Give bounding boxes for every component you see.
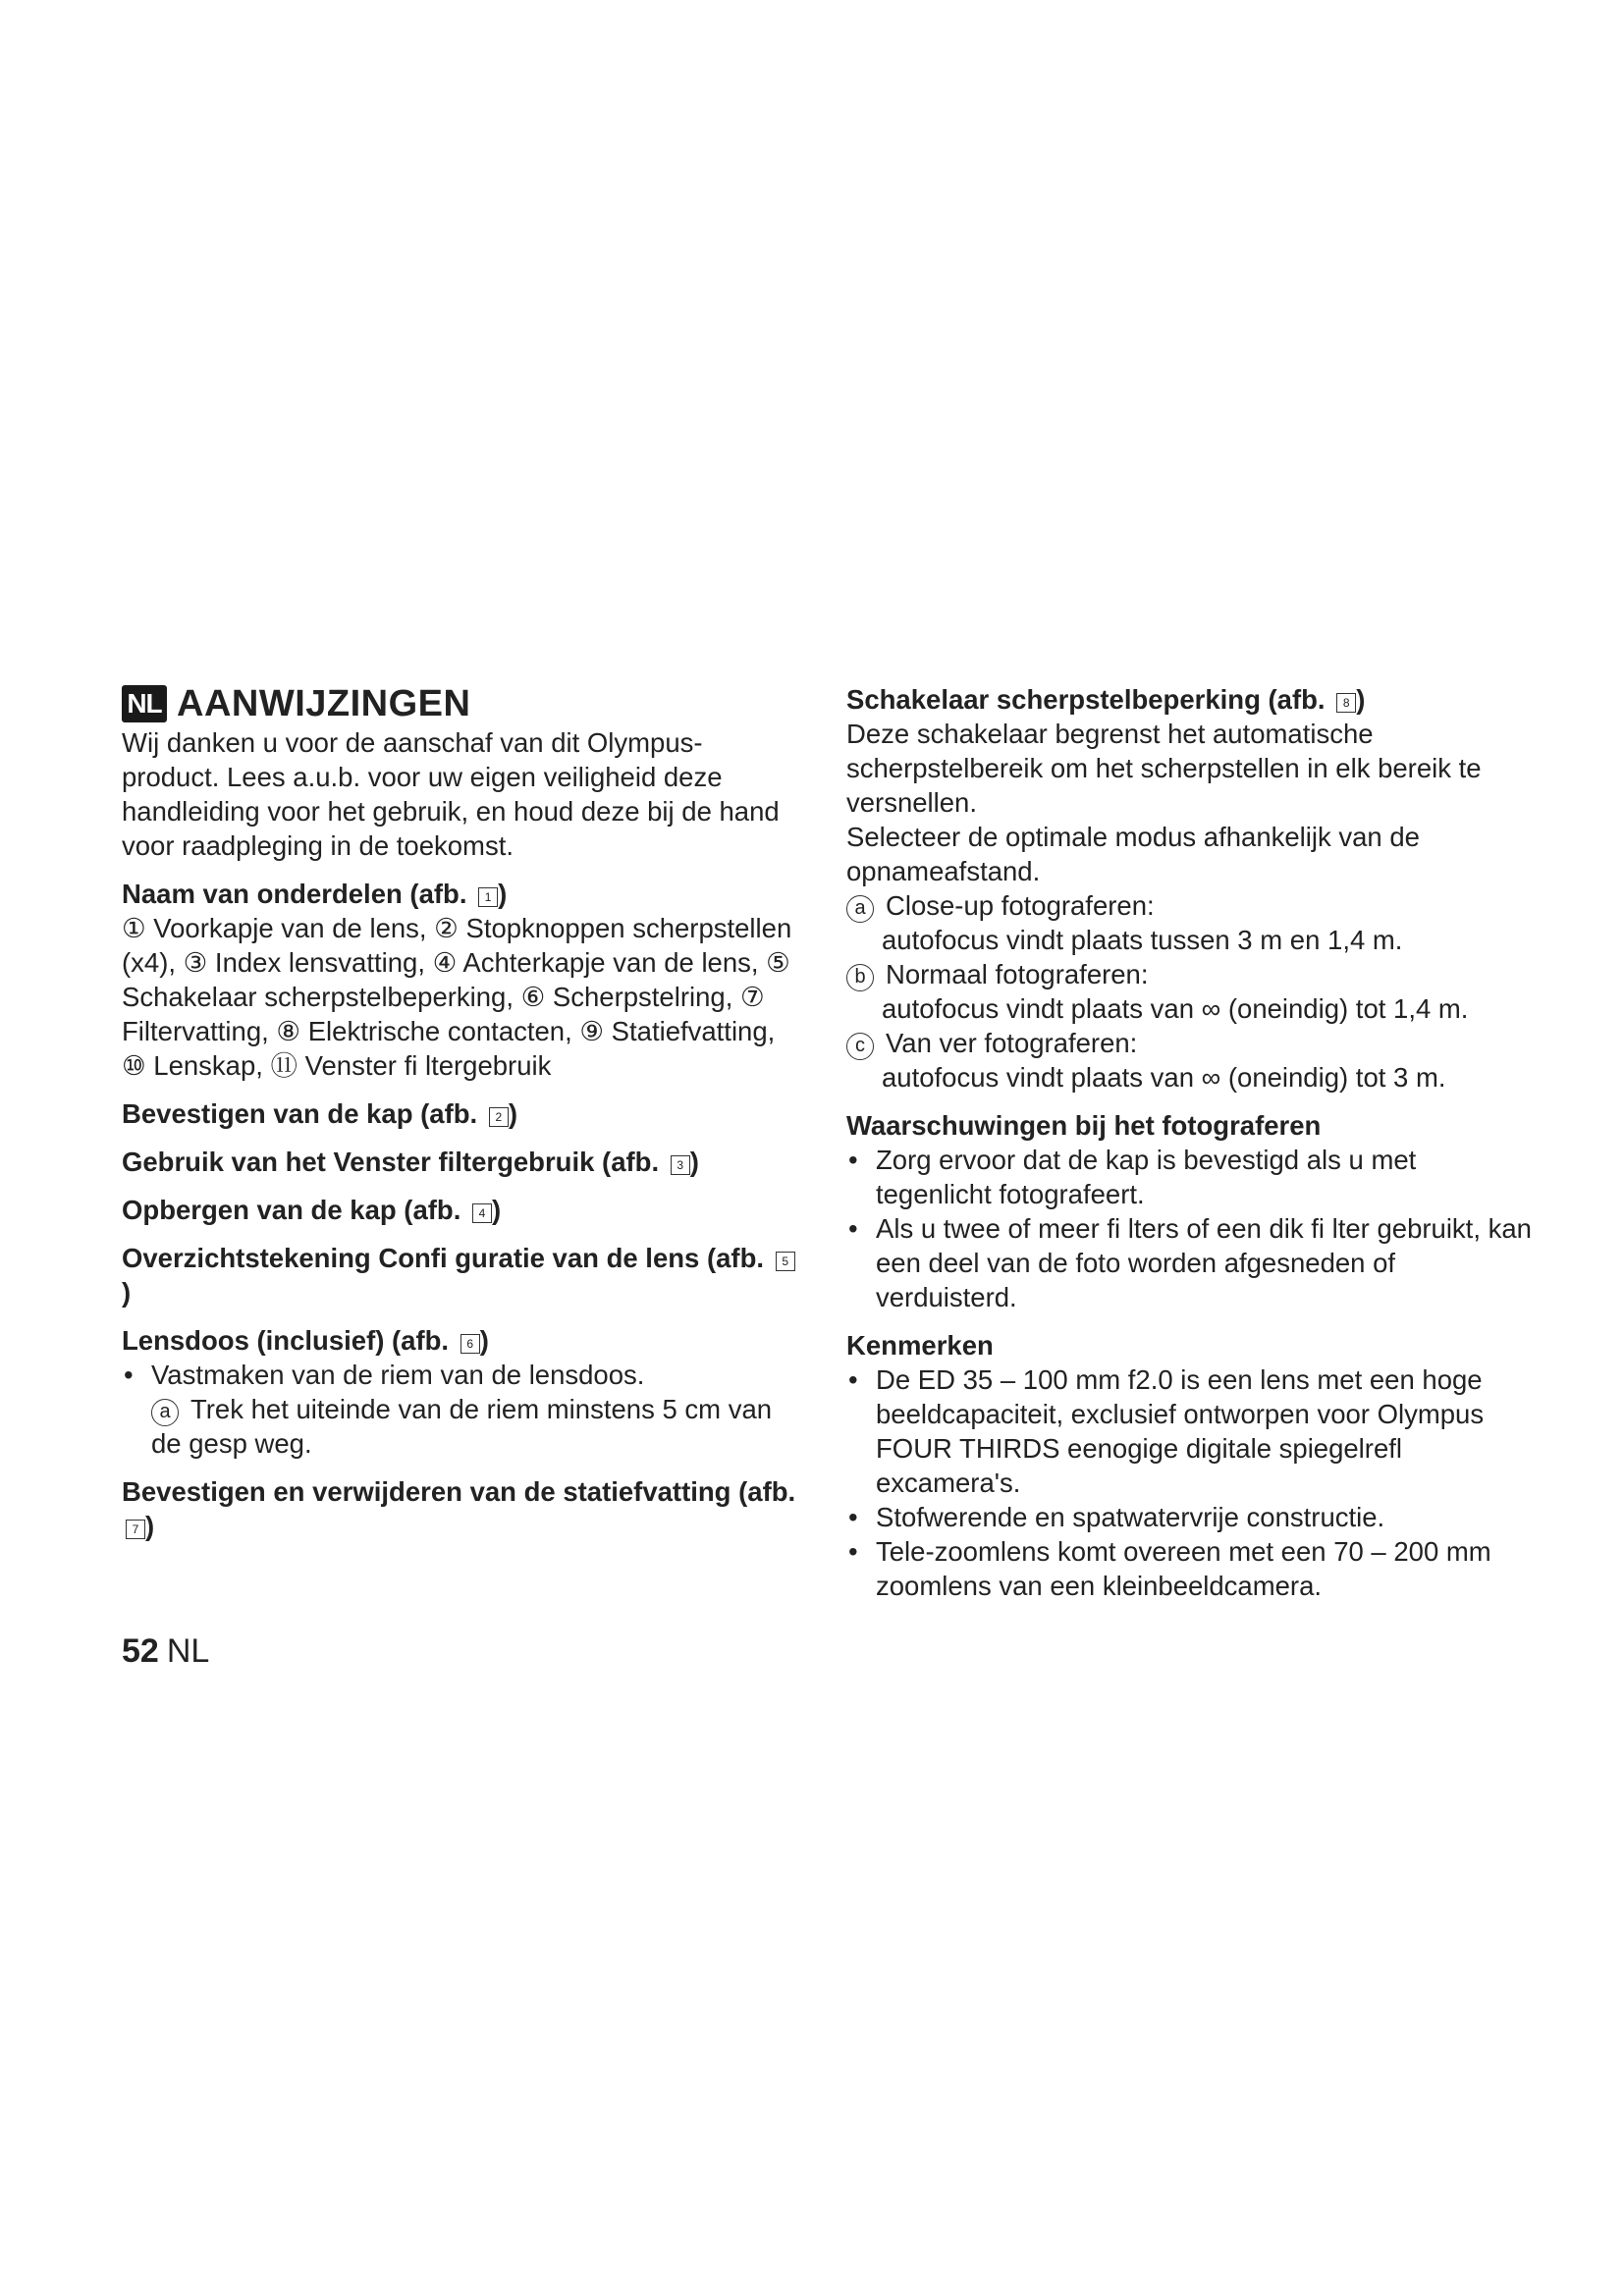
figure-ref: 2 (489, 1107, 509, 1127)
lens-case-list (122, 1358, 799, 1392)
section-title (122, 682, 799, 725)
lens-case-substep: a Trek het uiteinde van de riem minstens 5 cm van de gesp weg. (151, 1394, 773, 1459)
figure-ref: 6 (460, 1334, 480, 1354)
focus-limit-text-2: Selecteer de optimale modus afhankelijk van de opnameafstand. (846, 822, 1420, 886)
list-item: • Vastmaken van de riem van de lensdoos. (122, 1358, 799, 1392)
features-list (846, 1362, 1534, 1603)
page-number: 52 (122, 1632, 159, 1670)
page-footer (122, 1632, 209, 1671)
figure-ref: 1 (478, 887, 498, 907)
intro-text: Wij danken u voor de aanschaf van dit Olympus-product. Lees a.u.b. voor uw eigen veiligheid deze handleiding voor het gebruik, en houd deze bij de hand voor raadpleging in de toekomst. (122, 727, 780, 861)
parts-list: ① Voorkapje van de lens, ② Stopknoppen scherpstellen (x4), ③ Index lensvatting, ④ Achterkapje van de lens, ⑤ Schakelaar scherpstelbeperking, ⑥ Scherpstelring, ⑦ Filtervatting, ⑧ Elektrische contacten, ⑨ Statiefvatting, ⑩ Lenskap, ⑪ Venster fi ltergebruik (122, 913, 792, 1081)
language-code: NL (166, 1632, 210, 1670)
figure-ref: 3 (671, 1155, 690, 1175)
figure-ref: 5 (776, 1252, 795, 1271)
tripod-mount-heading: Bevestigen en verwijderen van de statiefvatting (afb. 7 ) (122, 1476, 796, 1541)
figure-ref: 7 (126, 1520, 145, 1539)
mode-item-a: a Close-up fotograferen: autofocus vindt plaats tussen 3 m en 1,4 m. (846, 888, 1534, 957)
circle-letter-b-icon: b (846, 964, 874, 991)
list-item: • De ED 35 – 100 mm f2.0 is een lens met een hoge beeldcapaciteit, exclusief ontworpen voor Olympus FOUR THIRDS eenogige digitale spiegelrefl excamera's. (846, 1362, 1534, 1500)
list-item: • Tele-zoomlens komt overeen met een 70 – 200 mm zoomlens van een kleinbeeldcamera. (846, 1534, 1534, 1603)
figure-ref: 4 (472, 1203, 492, 1223)
attach-hood-heading: Bevestigen van de kap (afb. 2 ) (122, 1098, 518, 1129)
store-hood-heading: Opbergen van de kap (afb. 4 ) (122, 1195, 502, 1225)
mode-item-b: b Normaal fotograferen: autofocus vindt plaats van ∞ (oneindig) tot 1,4 m. (846, 957, 1534, 1026)
features-heading: Kenmerken (846, 1330, 994, 1361)
focus-limit-heading: Schakelaar scherpstelbeperking (afb. 8 ) (846, 684, 1366, 715)
list-item: • Als u twee of meer fi lters of een dik fi lter gebruikt, kan een deel van de foto worden afgesneden of verduisterd. (846, 1211, 1534, 1314)
right-column (846, 682, 1534, 1603)
list-item: • Zorg ervoor dat de kap is bevestigd als u met tegenlicht fotografeert. (846, 1143, 1534, 1211)
warnings-list (846, 1143, 1534, 1314)
circle-letter-a-icon: a (846, 895, 874, 923)
overview-heading: Overzichtstekening Confi guratie van de lens (afb. 5) (122, 1241, 799, 1309)
focus-limit-text-1: Deze schakelaar begrenst het automatische scherpstelbereik om het scherpstellen in elk bereik te versnellen. (846, 719, 1482, 818)
left-column (122, 682, 799, 1543)
circle-letter-a-icon: a (151, 1399, 179, 1426)
language-badge: NL (122, 685, 167, 722)
page-title: AANWIJZINGEN (177, 682, 471, 724)
filter-window-heading: Gebruik van het Venster filtergebruik (afb. 3 ) (122, 1147, 699, 1177)
lens-case-heading: Lensdoos (inclusief) (afb. 6 ) (122, 1325, 489, 1356)
mode-item-c: c Van ver fotograferen: autofocus vindt plaats van ∞ (oneindig) tot 3 m. (846, 1026, 1534, 1095)
warnings-heading: Waarschuwingen bij het fotograferen (846, 1110, 1322, 1141)
list-item: • Stofwerende en spatwatervrije constructie. (846, 1500, 1534, 1534)
circle-letter-c-icon: c (846, 1033, 874, 1060)
figure-ref: 8 (1336, 693, 1356, 713)
parts-heading: Naam van onderdelen (afb. 1 ) (122, 879, 508, 909)
